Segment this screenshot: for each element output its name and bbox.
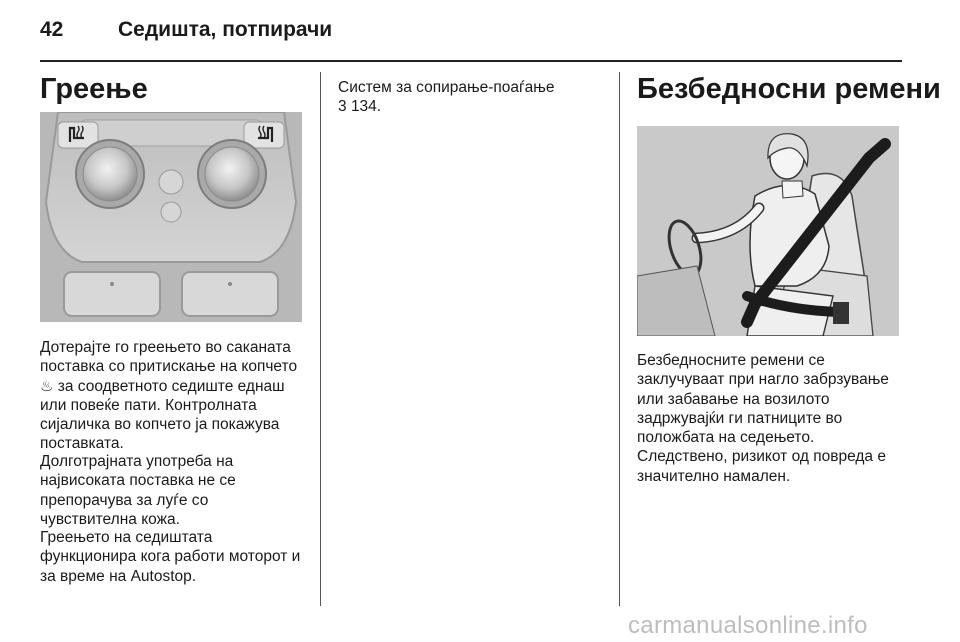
heating-paragraph-1-text-b: за соодветното седиште еднаш или повеќе пати. Контролната сијаличка во копчето ја покажува поставката.	[40, 377, 285, 453]
heating-paragraph-1	[40, 338, 312, 454]
heating-paragraph-1-text-a: Дотерајте го греењето во саканата поставка со притискање на копчето	[40, 339, 298, 376]
section-title-seat-belts: Безбедносни ремени	[637, 73, 941, 105]
heating-paragraph-2: Долготрајната употреба на највисоката поставка не се препорачува за луѓе со чувствителна кожа.	[40, 453, 236, 528]
chapter-title: Седишта, потпирачи	[118, 18, 333, 41]
seat-belt-paragraph: Безбедносните ремени се заклучуваат при нагло забрзување или забавање на возилото задржувајќи ги патниците во положбата на седењето. Следствено, ризикот од повреда е значително намален.	[637, 352, 889, 485]
seat-belt-figure	[637, 126, 899, 336]
stop-start-cross-reference	[338, 78, 610, 117]
page-number: 42	[40, 18, 64, 41]
xref-arrow-icon: 3	[338, 98, 347, 116]
footer-watermark: carmanualsonline.info	[628, 612, 868, 639]
seat-heat-icon: ♨	[40, 376, 54, 395]
page-header	[40, 14, 900, 50]
xref-text: Систем за сопирање-поаѓање	[338, 79, 555, 96]
column-divider-right	[619, 72, 620, 606]
section-title-heating: Греење	[40, 73, 148, 105]
seat-heating-controls-figure	[40, 112, 302, 322]
header-rule	[40, 60, 902, 62]
xref-page-link[interactable]: 134.	[350, 98, 382, 116]
column-divider-left	[320, 72, 321, 606]
heating-paragraph-3: Греењето на седиштата функционира кога работи моторот и за време на Autostop.	[40, 529, 301, 585]
